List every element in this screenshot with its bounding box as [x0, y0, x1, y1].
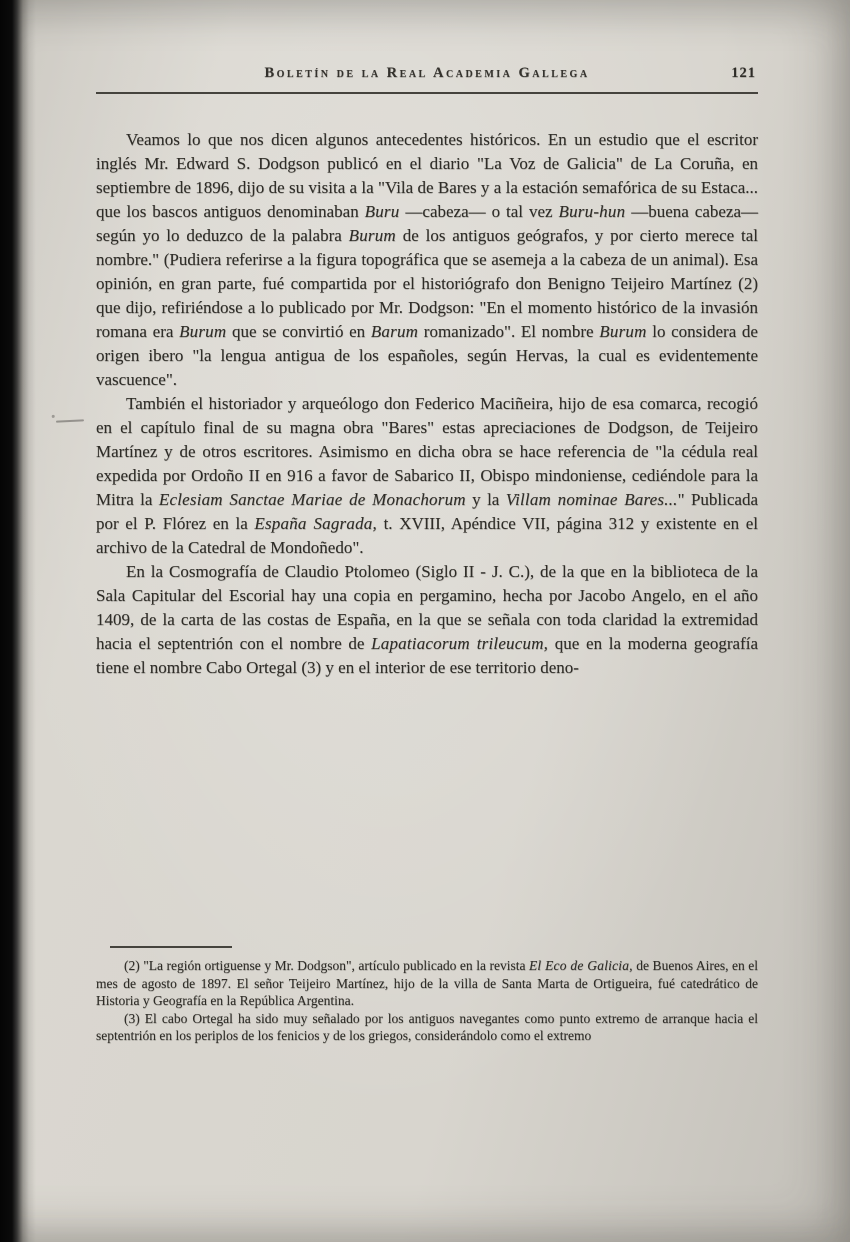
- body-text: [96, 128, 758, 680]
- body-paragraph-2: También el historiador y arqueólogo don Federico Maciñeira, hijo de esa comarca, recogió en el capítulo final de su magna obra "Bares" estas apreciaciones de Dodgson, de Teijeiro Martínez y de otros escritores. Asimismo en dicha obra se hace referencia de "la cédula real expedida por Ordoño II en 916 a favor de Sabarico II, Obispo mindoniense, cediéndole para la Mitra la Eclesiam Sanctae Mariae de Monachorum y la Villam nominae Bares..." Publicada por el P. Flórez en la España Sagrada, t. XVIII, Apéndice VII, página 312 y existente en el archivo de la Catedral de Mondoñedo".: [96, 394, 758, 557]
- book-binding-shadow: [0, 0, 36, 1242]
- footnote-3: (3) El cabo Ortegal ha sido muy señalado por los antiguos navegantes como punto extremo de arranque hacia el septentrión en los periplos de los fenicios y de los griegos, considerándolo como el extremo: [96, 1010, 758, 1043]
- header-rule: [96, 92, 758, 94]
- journal-title: Boletín de la Real Academia Gallega: [264, 65, 590, 81]
- footnote-separator: [110, 946, 232, 948]
- scan-artifact: [56, 419, 84, 422]
- body-paragraph-1: Veamos lo que nos dicen algunos antecedentes históricos. En un estudio que el escritor inglés Mr. Edward S. Dodgson publicó en el diario "La Voz de Galicia" de La Coruña, en septiembre de 1896, dijo de su visita a la "Vila de Bares y a la estación semafórica de su Estaca... que los bascos antiguos denominaban Buru —cabeza— o tal vez Buru-hun —buena cabeza— según yo lo deduzco de la palabra Burum de los antiguos geógrafos, y por cierto merece tal nombre." (Pudiera referirse a la figura topográfica que se asemeja a la cabeza de un animal). Esa opinión, en gran parte, fué compartida por el historiógrafo don Benigno Teijeiro Martínez (2) que dijo, refiriéndose a lo publicado por Mr. Dodgson: "En el momento histórico de la invasión romana era Burum que se convirtió en Barum romanizado". El nombre Burum lo considera de origen ibero "la lengua antigua de los españoles, según Hervas, la cual es evidentemente vascuence".: [96, 130, 759, 389]
- body-paragraph-3: En la Cosmografía de Claudio Ptolomeo (Siglo II - J. C.), de la que en la biblioteca de la Sala Capitular del Escorial hay una copia en pergamino, hecha por Jacobo Angelo, en el año 1409, de la carta de las costas de España, en la que se señala con toda claridad la extremidad hacia el septentrión con el nombre de Lapatiacorum trileucum, que en la moderna geografía tiene el nombre Cabo Ortegal (3) y en el interior de ese territorio deno-: [96, 562, 758, 677]
- footnotes: [96, 946, 758, 1045]
- footnote-2: (2) "La región ortiguense y Mr. Dodgson", artículo publicado en la revista El Eco de Galicia, de Buenos Aires, en el mes de agosto de 1897. El señor Teijeiro Martínez, hijo de la villa de Santa Marta de Ortigueira, fué catedrático de Historia y Geografía en la República Argentina.: [96, 958, 758, 1008]
- page-number: 121: [731, 65, 756, 81]
- page-header: [96, 64, 758, 86]
- page-content: [96, 64, 758, 680]
